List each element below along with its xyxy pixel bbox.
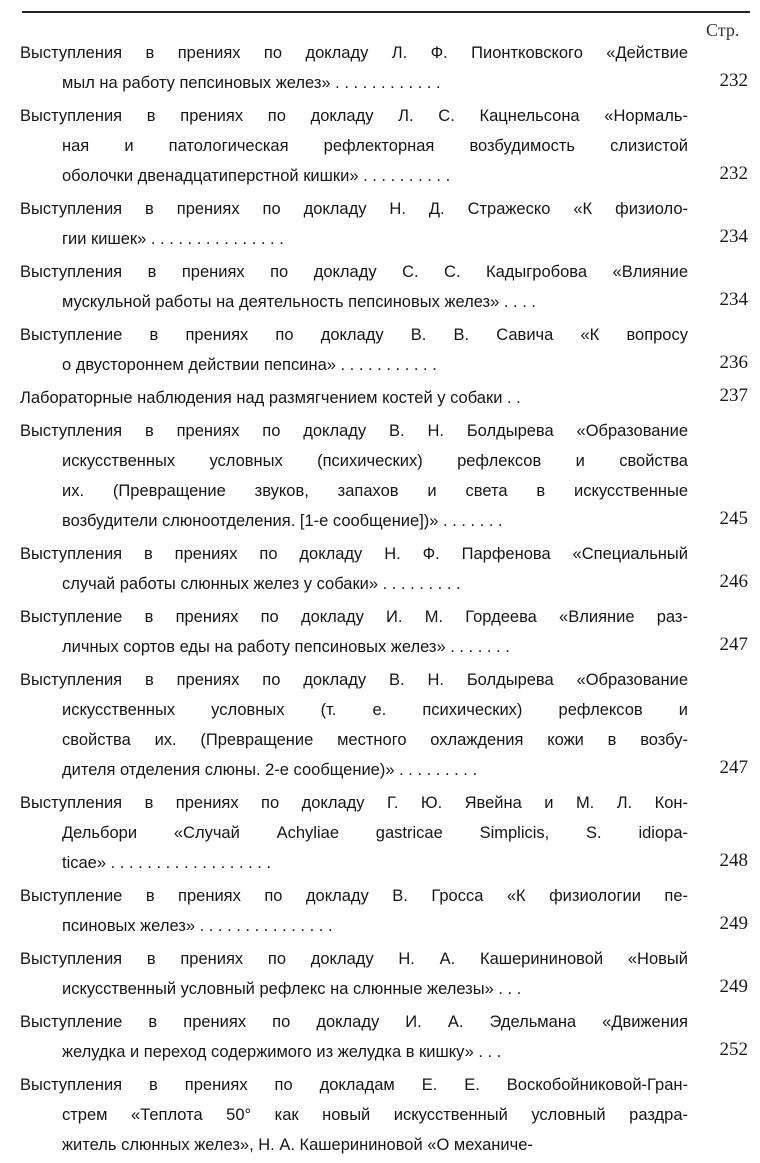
toc-entry (0, 1070, 760, 1160)
toc-page-number: 247 (719, 757, 748, 778)
toc-entry-line: Выступления в прениях по докладу Н. Ф. Парфенова «Специальный (20, 545, 688, 563)
toc-entry (0, 194, 760, 254)
toc-entry-line: Выступления в прениях по докладам Е. Е. Воскобойниковой-Гран- (20, 1076, 688, 1094)
toc-entry-line: псиновых желез» . . . . . . . . . . . . . . . (62, 917, 333, 935)
toc-entry-line: Выступление в прениях по докладу И. А. Эдельмана «Движения (20, 1013, 688, 1031)
toc-entry-line: гии кишек» . . . . . . . . . . . . . . . (62, 230, 284, 248)
toc-entry-line: желудка и переход содержимого из желудка в кишку» . . . (62, 1043, 502, 1061)
toc-entry-line: мыл на работу пепсиновых желез» . . . . . . . . . . . . (62, 74, 441, 92)
toc-entry-line: возбудители слюноотделения. [1-е сообщение])» . . . . . . . (62, 512, 503, 530)
toc-entry-line: их. (Превращение звуков, запахов и света в искусственные (62, 482, 688, 500)
toc-entry-line: Выступление в прениях по докладу В. В. Савича «К вопросу (20, 326, 688, 344)
toc-entry (0, 788, 760, 878)
toc-entry-line: искусственный условный рефлекс на слюнные железы» . . . (62, 980, 522, 998)
top-rule (22, 11, 750, 13)
toc-entry-line: Выступление в прениях по докладу В. Гросса «К физиологии пе- (20, 887, 688, 905)
toc-entry-line: Выступления в прениях по докладу В. Н. Болдырева «Образование (20, 422, 688, 440)
toc-entry-line: Выступления в прениях по докладу Н. А. Кашерининовой «Новый (20, 950, 688, 968)
toc-page-number: 249 (719, 976, 748, 997)
toc-page-number: 232 (719, 163, 748, 184)
toc-entry-line: Выступления в прениях по докладу Г. Ю. Явейна и М. Л. Кон- (20, 794, 688, 812)
toc-entry (0, 665, 760, 785)
toc-entry-line: Выступления в прениях по докладу Л. С. Кацнельсона «Нормаль- (20, 107, 688, 125)
toc-page-number: 234 (719, 289, 748, 310)
toc-entry-line: Выступления в прениях по докладу Н. Д. Стражеско «К физиоло- (20, 200, 688, 218)
toc-entry-line: оболочки двенадцатиперстной кишки» . . . . . . . . . . (62, 167, 451, 185)
toc-page-number: 234 (719, 226, 748, 247)
toc-entry-line: Выступления в прениях по докладу В. Н. Болдырева «Образование (20, 671, 688, 689)
toc-page-number: 236 (719, 352, 748, 373)
toc-entry (0, 38, 760, 98)
table-of-contents (0, 38, 760, 1163)
toc-entry-line: свойства их. (Превращение местного охлаждения кожи в возбу- (62, 731, 688, 749)
toc-entry-line: личных сортов еды на работу пепсиновых желез» . . . . . . . (62, 638, 510, 656)
toc-entry-line: мускульной работы на деятельность пепсиновых желез» . . . . (62, 293, 536, 311)
toc-entry (0, 1007, 760, 1067)
page-column-heading: Стр. (706, 20, 740, 40)
toc-entry (0, 881, 760, 941)
toc-entry-line: Выступления в прениях по докладу Л. Ф. Пионтковского «Действие (20, 44, 688, 62)
toc-entry-line: ticae» . . . . . . . . . . . . . . . . . . (62, 854, 272, 872)
toc-entry-line: Выступление в прениях по докладу И. М. Гордеева «Влияние раз- (20, 608, 688, 626)
toc-entry (0, 539, 760, 599)
toc-entry (0, 101, 760, 191)
toc-entry-line: случай работы слюнных желез у собаки» . . . . . . . . . (62, 575, 461, 593)
toc-entry-line: Лабораторные наблюдения над размягчением костей у собаки . . (20, 389, 521, 407)
toc-page-number: 248 (719, 850, 748, 871)
toc-entry-line: житель слюнных желез», Н. А. Кашерининовой «О механиче- (62, 1136, 533, 1154)
toc-entry-line: ная и патологическая рефлекторная возбудимость слизистой (62, 137, 688, 155)
toc-entry (0, 383, 760, 413)
toc-entry-line: Выступления в прениях по докладу С. С. Кадыгробова «Влияние (20, 263, 688, 281)
toc-page-number: 237 (719, 385, 748, 406)
toc-entry-line: стрем «Теплота 50° как новый искусственный условный раздра- (62, 1106, 688, 1124)
toc-entry (0, 320, 760, 380)
toc-entry-line: о двустороннем действии пепсина» . . . . . . . . . . . (62, 356, 437, 374)
toc-entry (0, 257, 760, 317)
toc-page-number: 246 (719, 571, 748, 592)
toc-page-number: 249 (719, 913, 748, 934)
toc-page-number: 245 (719, 508, 748, 529)
toc-entry (0, 416, 760, 536)
toc-page-number: 252 (719, 1039, 748, 1060)
toc-entry-line: искусственных условных (т. е. психических) рефлексов и (62, 701, 688, 719)
toc-entry-line: дителя отделения слюны. 2-е сообщение)» . . . . . . . . . (62, 761, 478, 779)
toc-entry (0, 944, 760, 1004)
toc-entry (0, 602, 760, 662)
toc-entry-line: Дельбори «Случай Achyliae gastricae Simplicis, S. idiopa- (62, 824, 688, 842)
toc-page-number: 232 (719, 70, 748, 91)
toc-entry-line: искусственных условных (психических) рефлексов и свойства (62, 452, 688, 470)
toc-page-number: 247 (719, 634, 748, 655)
